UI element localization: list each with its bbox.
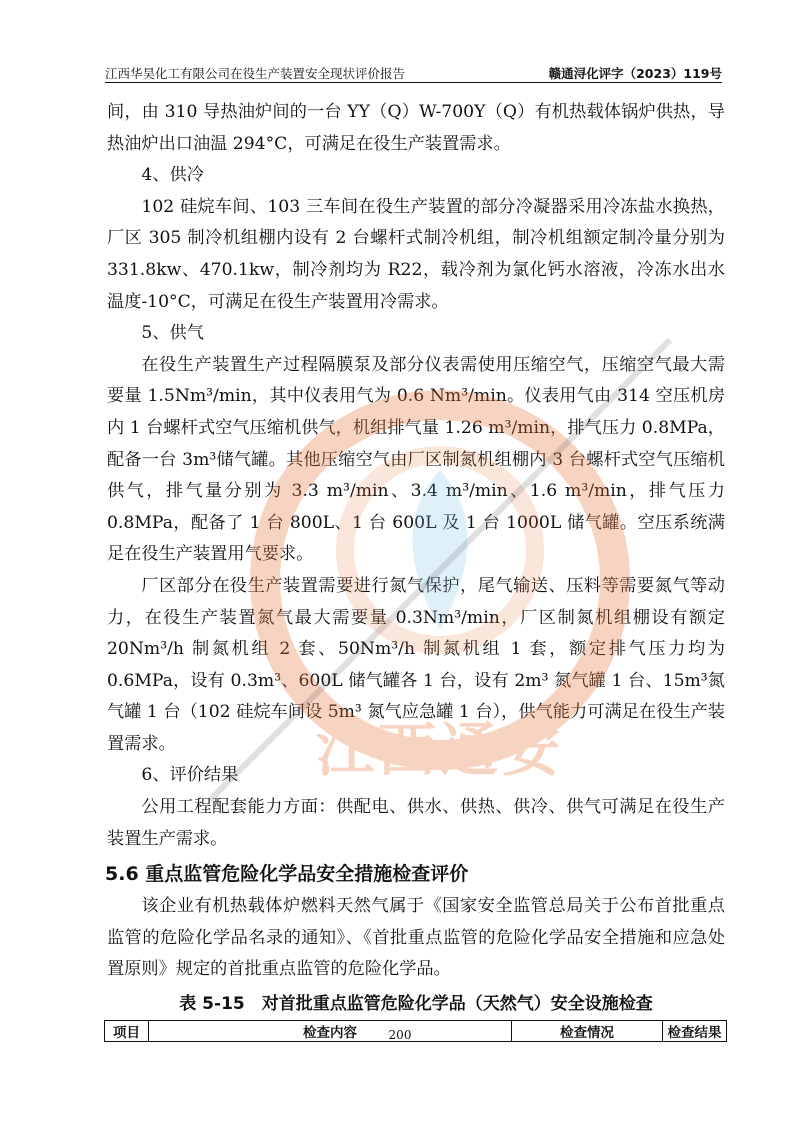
paragraph-nitrogen: 厂区部分在役生产装置需要进行氮气保护，尾气输送、压料等需要氮气等动力，在役生产装置氮气最大需要量 0.3Nm³/min，厂区制氮机组棚设有额定 20Nm³/h 制氮机组 2 套、50Nm³/h 制氮机组 1 套，额定排气压力均为 0.6MPa，设有 0.3m³、600L 储气罐各 1 台，设有 2m³ 氮气罐 1 台、15m³氮气罐 1 台（102 硅烷车间设 5m³ 氮气应急罐 1 台），供气能力可满足在役生产装置需求。 [107,575,725,754]
column-header-content: 检查内容 [149,1021,512,1042]
section-heading: 5.6 重点监管危险化学品安全措施检查评价 [105,863,469,886]
header-report-number: 赣通浔化评字（2023）119号 [548,66,722,81]
header-report-title: 江西华昊化工有限公司在役生产装置安全现状评价报告 [105,66,406,81]
watermark-text: 江西通安 [315,716,565,784]
heading-evaluation-result: 6、评价结果 [141,765,239,786]
heading-cooling: 4、供冷 [141,165,204,186]
page-number: 200 [388,1028,412,1042]
paragraph-heating: 间，由 310 导热油炉间的一台 YY（Q）W-700Y（Q）有机热载体锅炉供热，导热油炉出口油温 294°C，可满足在役生产装置需求。 [107,102,725,154]
table-caption: 表 5-15 对首批重点监管危险化学品（天然气）安全设施检查 [179,994,653,1015]
paragraph-compressed-air: 在役生产装置生产过程隔膜泵及部分仪表需使用压缩空气，压缩空气最大需要量 1.5Nm³/min，其中仪表用气为 0.6 Nm³/min。仪表用气由 314 空压机房内 1 台螺杆式空气压缩机供气，机组排气量 1.26 m³/min，排气压力 0.8MPa，配备一台 3m³储气罐。其他压缩空气由厂区制氮机组棚内 3 台螺杆式空气压缩机供气，排气量分别为 3.3 m³/min、3.4 m³/min、1.6 m³/min，排气压力 0.8MPa，配备了 1 台 800L、1 台 600L 及 1 台 1000L 储气罐。空压系统满足在役生产装置用气要求。 [107,354,725,565]
page-body [107,97,725,1042]
heading-gas-supply: 5、供气 [141,323,204,344]
paragraph-hazardous-chemicals: 该企业有机热载体炉燃料天然气属于《国家安全监管总局关于公布首批重点监管的危险化学品名录的通知》、《首批重点监管的危险化学品安全措施和应急处置原则》规定的首批重点监管的危险化学品。 [107,896,725,980]
page-header [105,62,722,83]
column-header-result: 检查结果 [663,1021,727,1042]
paragraph-cooling: 102 硅烷车间、103 三车间在役生产装置的部分冷凝器采用冷冻盐水换热，厂区 305 制冷机组棚内设有 2 台螺杆式制冷机组，制冷机组额定制冷量分别为 331.8kw、470.1kw，制冷剂均为 R22，载冷剂为氯化钙水溶液，冷冻水出水温度-10°C，可满足在役生产装置用冷需求。 [107,196,725,312]
column-header-item: 项目 [105,1021,149,1042]
column-header-status: 检查情况 [512,1021,663,1042]
paragraph-evaluation-result: 公用工程配套能力方面：供配电、供水、供热、供冷、供气可满足在役生产装置生产需求。 [107,797,725,849]
